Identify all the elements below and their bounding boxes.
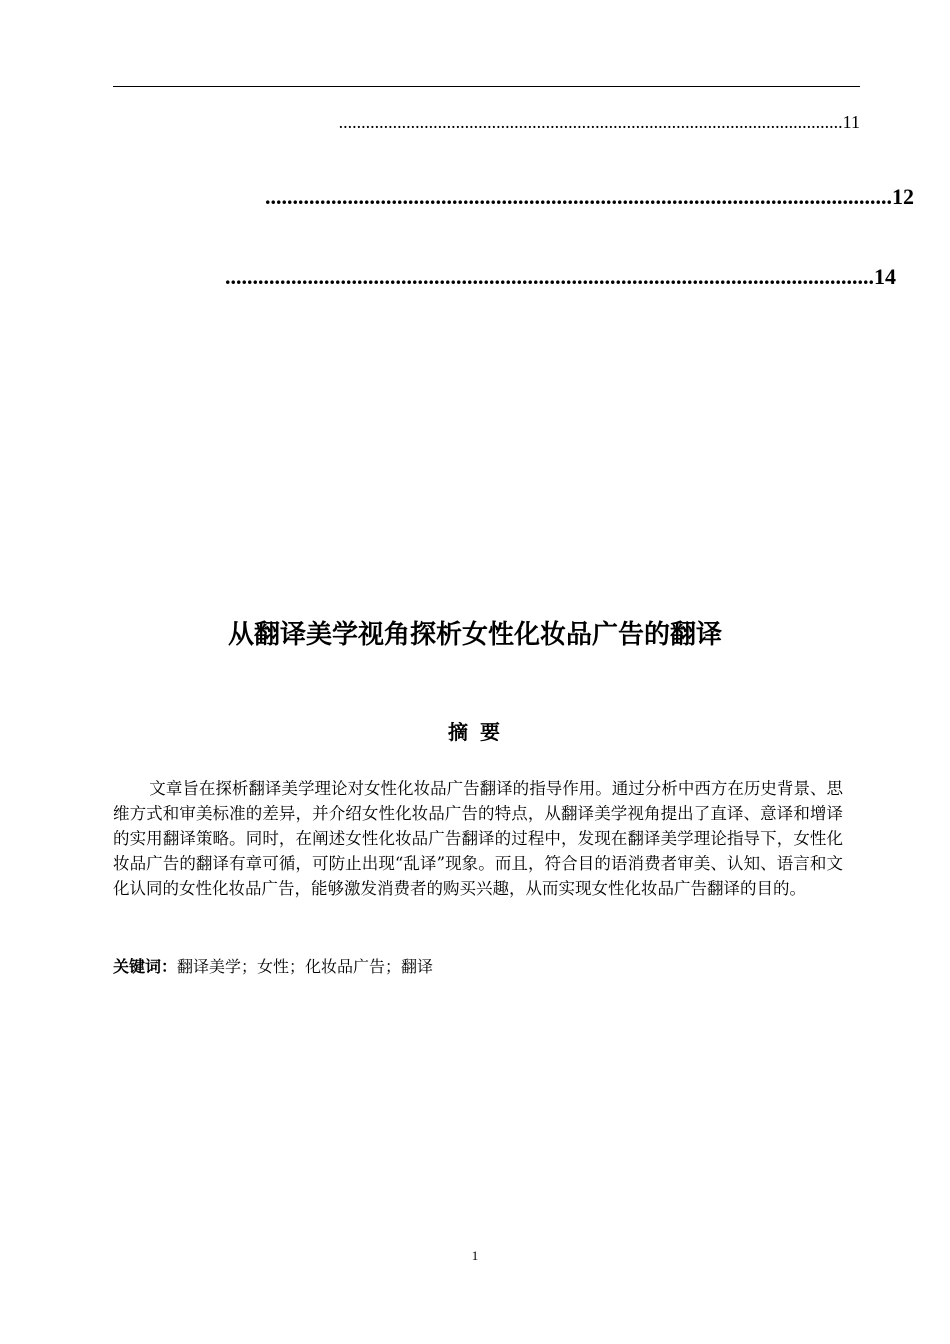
toc-leader: ..................................................................................................................	[265, 184, 892, 209]
document-title: 从翻译美学视角探析女性化妆品广告的翻译	[227, 620, 722, 650]
keywords-label: 关键词：	[113, 957, 178, 976]
abstract-body: 文章旨在探析翻译美学理论对女性化妆品广告翻译的指导作用。通过分析中西方在历史背景、思维方式和审美标准的差异，并介绍女性化妆品广告的特点，从翻译美学视角提出了直译、意译和增译的实用翻译策略。同时，在阐述女性化妆品广告翻译的过程中，发现在翻译美学理论指导下，女性化妆品广告的翻译有章可循，可防止出现“乱译”现象。而且，符合目的语消费者审美、认知、语言和文化认同的女性化妆品广告，能够激发消费者的购买兴趣，从而实现女性化妆品广告翻译的目的。	[113, 779, 843, 898]
keywords-list: 翻译美学；女性；化妆品广告；翻译	[177, 957, 434, 976]
toc-page-number: 12	[892, 184, 914, 209]
keywords-line	[113, 954, 433, 977]
header-rule	[113, 86, 860, 87]
toc-leader: ................................................................................................................	[338, 112, 843, 132]
toc-page-number: 11	[842, 112, 860, 132]
toc-entry[interactable]	[265, 184, 914, 210]
toc-entry[interactable]	[225, 264, 896, 290]
page-number: 1	[471, 1248, 479, 1263]
toc-leader: ......................................................................................................................	[225, 264, 874, 289]
abstract-heading: 摘要	[448, 720, 512, 744]
toc-page-number: 14	[874, 264, 896, 289]
toc-entry[interactable]	[315, 112, 860, 133]
